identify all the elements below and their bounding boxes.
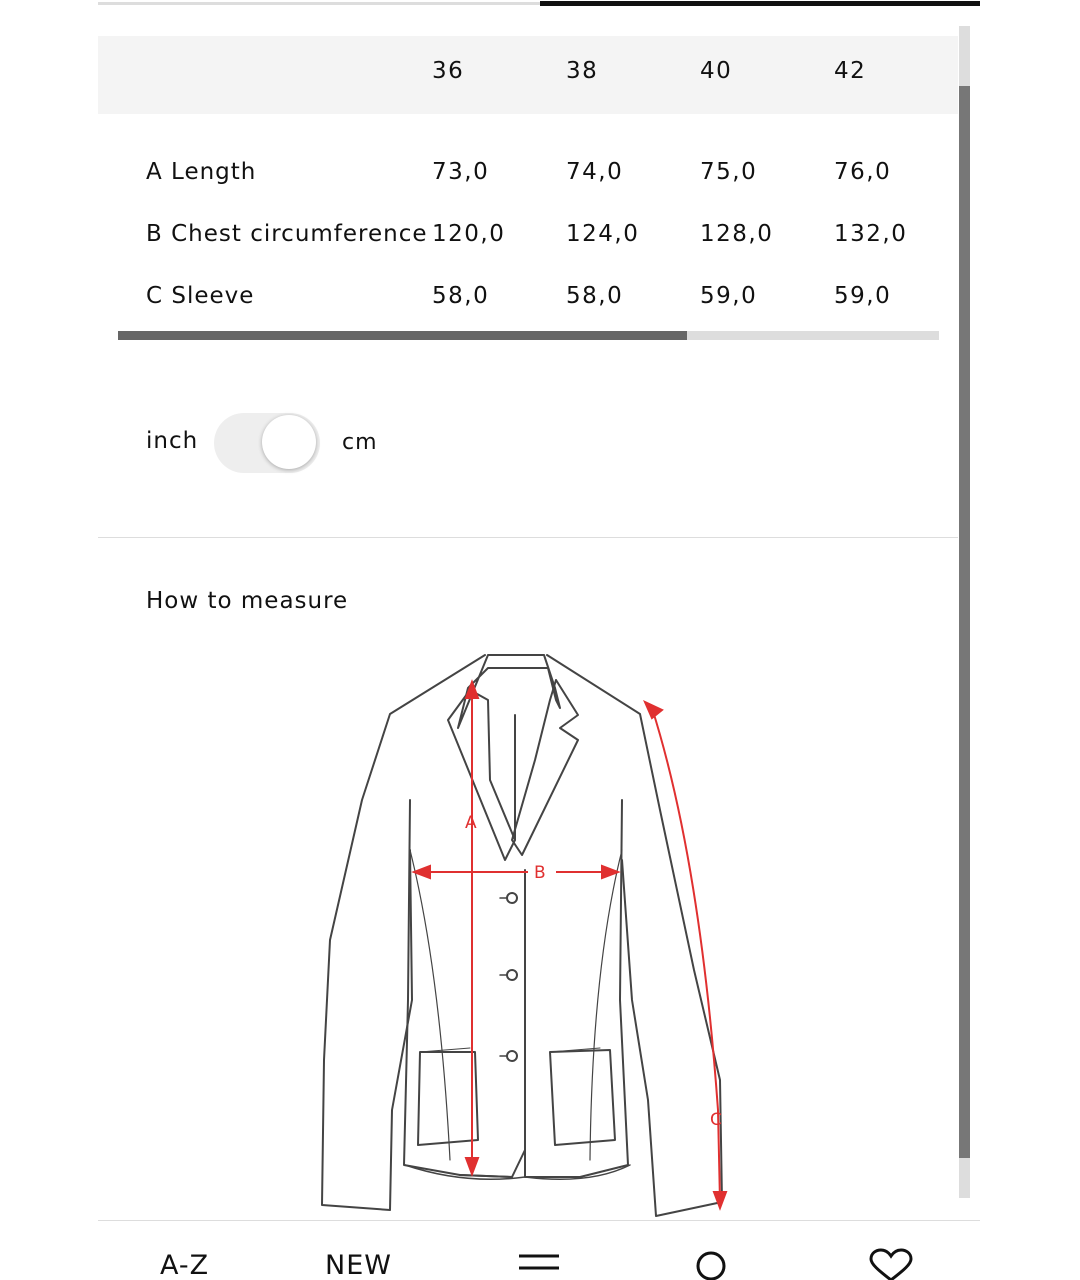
table-row-length: [98, 159, 958, 199]
table-cell: 59,0: [700, 283, 758, 309]
row-label: A Length: [146, 159, 257, 185]
vertical-scrollbar-thumb[interactable]: [959, 86, 970, 1158]
table-cell: 73,0: [432, 159, 490, 185]
table-cell: 58,0: [432, 283, 490, 309]
size-header-40: 40: [700, 58, 733, 84]
measure-label-b: B: [534, 863, 546, 883]
size-table: [98, 36, 958, 309]
unit-label-cm: cm: [342, 430, 378, 455]
table-horizontal-scrollbar[interactable]: [118, 331, 939, 340]
size-header-36: 36: [432, 58, 465, 84]
table-cell: 59,0: [834, 283, 892, 309]
how-to-measure-title: How to measure: [146, 588, 349, 614]
jacket-measure-diagram: [300, 640, 760, 1220]
unit-toggle-switch[interactable]: [214, 413, 320, 473]
section-divider: [98, 537, 958, 538]
bottom-nav-divider: [98, 1220, 980, 1221]
menu-icon[interactable]: [517, 1248, 561, 1280]
size-header-42: 42: [834, 58, 867, 84]
toggle-knob[interactable]: [262, 415, 316, 469]
table-cell: 58,0: [566, 283, 624, 309]
table-cell: 120,0: [432, 221, 506, 247]
tab-underline-inactive[interactable]: [98, 2, 540, 5]
measure-label-c: C: [710, 1110, 722, 1130]
search-icon[interactable]: [693, 1248, 733, 1280]
size-table-header: [98, 36, 958, 114]
nav-new[interactable]: NEW: [325, 1250, 392, 1280]
measurement-lines: [414, 682, 726, 1208]
table-row-chest: [98, 221, 958, 261]
unit-toggle: [146, 410, 446, 480]
table-row-sleeve: [98, 283, 958, 323]
row-label: C Sleeve: [146, 283, 255, 309]
size-header-38: 38: [566, 58, 599, 84]
measure-label-a: A: [465, 813, 477, 833]
heart-icon[interactable]: [868, 1248, 914, 1280]
table-cell: 132,0: [834, 221, 908, 247]
unit-label-inch: inch: [146, 428, 199, 454]
table-cell: 128,0: [700, 221, 774, 247]
row-label: B Chest circumference: [146, 221, 428, 247]
table-cell: 75,0: [700, 159, 758, 185]
table-cell: 124,0: [566, 221, 640, 247]
table-cell: 76,0: [834, 159, 892, 185]
nav-a-z[interactable]: A-Z: [160, 1250, 210, 1280]
vertical-scrollbar[interactable]: [959, 26, 970, 1198]
table-scrollbar-thumb[interactable]: [118, 331, 687, 340]
table-cell: 74,0: [566, 159, 624, 185]
tab-underline-active[interactable]: [540, 1, 980, 6]
